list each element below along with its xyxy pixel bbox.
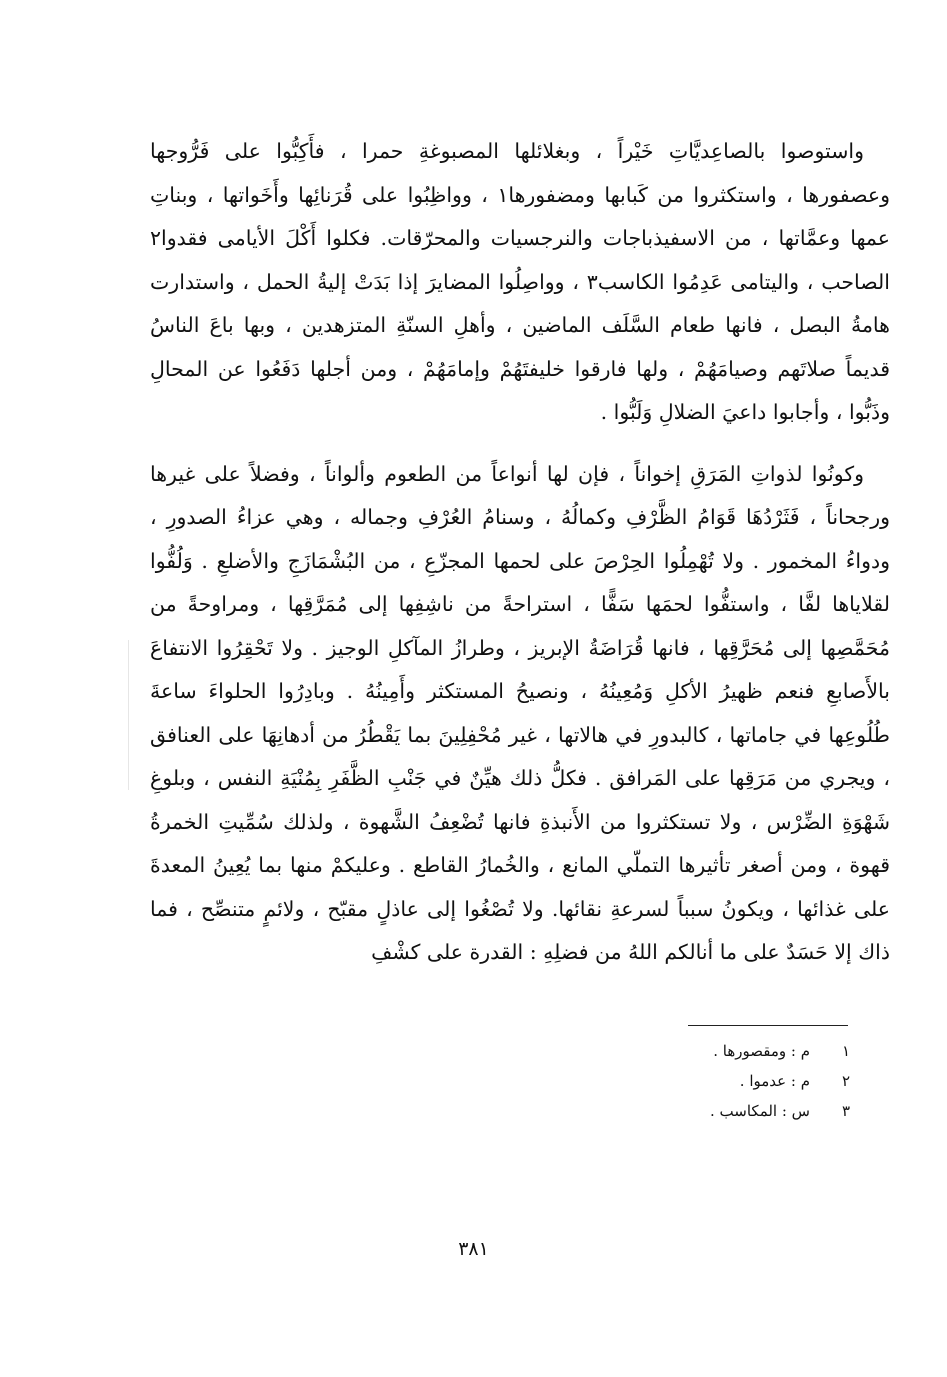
footnote-text: م : ومقصورها . xyxy=(713,1042,810,1060)
footnote-2 xyxy=(560,1066,850,1096)
footnote-number: ٢ xyxy=(841,1072,850,1090)
footnote-3 xyxy=(560,1096,850,1126)
footnote-1 xyxy=(560,1036,850,1066)
paragraph-2: وكونُوا لذواتِ المَرَقِ إخواناً ، فإن لها أنواعاً من الطعوم وألواناً ، وفضلاً على غيرها ورجحاناً ، فَثَرْدُهَا قَوَامُ الظَّرْفِ وكمالُهُ ، وسنامُ العُرْفِ وجماله ، وهي عزاءُ الصدورِ ، ودواءُ المخمور . ولا تُهْمِلُوا الحِرْصَ على لحمها المجزّعِ ، من البُشْمَازَجِ والأضلعِ . وَلُفُّوا لقلاياها لفَّا ، واستفُّوا لحمَها سَفًّا ، استراحةً من ناشِفِها إلى مُمَرَّقِها ، ومراوحةً من مُحَمَّصِها إلى مُحَرَّقِها ، فانها قُرَاضَةُ الإبريز ، وطرازُ المآكلِ الوجيز . ولا تَحْقِرُوا الانتفاعَ بالأَصابعِ فنعم ظهيرُ الأكلِ وَمُعِينُهُ ، ونصيحُ المستكثر وأَمِينُهُ . وبادِرُوا الحلواءَ ساعةَ طُلُوعِها في جاماتها ، كالبدورِ في هالاتها ، غير مُحْفِلِينَ بما يَقْطُرُ من أدهانِهَا على العنافق ، ويجري من مَرَقِها على المَرافق . فكلُّ ذلك هيِّنٌ في جَنْبِ الظَّفَرِ بِمُنْيَةِ النفس ، وبلوغِ شَهْوَةِ الضِّرْس ، ولا تستكثروا من الأَنبذةِ فانها تُضْعِفُ الشَّهوة ، ولذلك سُمِّيتِ الخمرةُ قهوة ، ومن أصغر تأثيرها التملّي المانع ، والخُمارُ القاطع . وعليكمْ منها بما يُعِينُ المعدةَ على غذائها ، ويكونُ سبباً لسرعةِ نقائها. ولا تُصْغُوا إلى عاذلٍ مقبّح ، ولائمٍ متنصِّح ، فما ذاك إلا حَسَدٌ على ما أنالكم اللهُ من فضلِهِ : القدرة على كشْفِ xyxy=(150,461,890,964)
paragraph-1: واستوصوا بالصاعِديَّاتِ خَيْراً ، وبغلائلها المصبوغةِ حمرا ، فأَكِبُّوا على فَرُّوجها وعصفورها ، واستكثروا من كَبابها ومضفورها١ ، وواظِبُوا على قُرَنائِها وأَخَواتها ، وبناتِ عمها وعمَّاتها ، من الاسفيذباجات والنرجسيات والمحرّقات. فكلوا أَكْلَ الأيامى فقدوا٢ الصاحب ، واليتامى عَدِمُوا الكاسب٣ ، وواصِلُوا المضايرَ إذا بَدَتْ إليةُ الحمل ، واستدارت هامةُ البصل ، فانها طعام السَّلَف الماضين ، وأهلِ السنّةِ المتزهدين ، وبها باعَ الناسُ قديماً صلاتَهم وصيامَهُمْ ، ولها فارقوا خليفتَهُمْ وإمامَهُمْ ، ومن أجلها دَفَعُوا عن المحالِ وذَبُّوا ، وأجابوا داعيَ الضلالِ وَلَبُّوا . xyxy=(150,139,890,424)
footnote-number: ٣ xyxy=(841,1102,850,1120)
main-text xyxy=(150,130,890,975)
page-number: ٣٨١ xyxy=(458,1238,489,1260)
footnotes xyxy=(560,1036,850,1126)
scan-margin-mark xyxy=(128,640,129,790)
footnote-text: س : المكاسب . xyxy=(710,1102,810,1120)
footnote-separator xyxy=(688,1025,848,1026)
footnote-number: ١ xyxy=(841,1042,850,1060)
footnote-text: م : عدموا . xyxy=(739,1072,810,1090)
